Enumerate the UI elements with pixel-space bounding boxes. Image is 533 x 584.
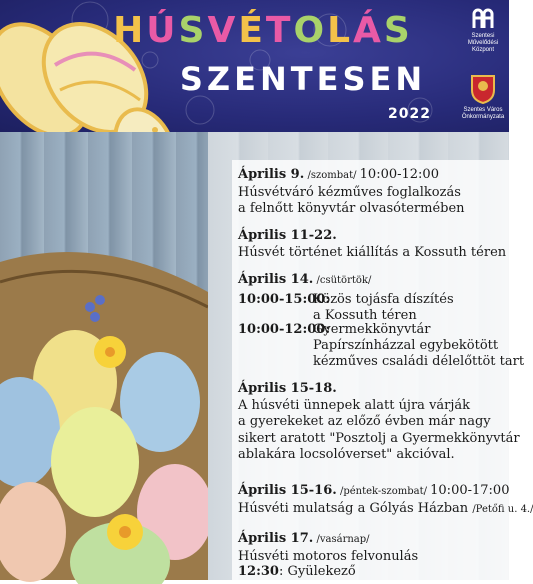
title-szentesen: SZENTESEN xyxy=(179,60,427,98)
title-letter: Ú xyxy=(146,10,179,51)
event-6-time: 12:30 xyxy=(238,564,279,579)
event-1-line-1: Húsvétváró kézműves foglalkozás xyxy=(238,185,461,200)
event-2-date: Április 11-22. xyxy=(238,228,337,243)
event-1-date: Április 9. xyxy=(238,167,305,182)
event-6-line-2 xyxy=(238,564,356,580)
event-3-time-1-line-1: Közös tojásfa díszítés xyxy=(313,292,454,307)
szmk-logo-icon xyxy=(472,8,494,30)
szmk-logo-text: Szentesi Művelődési Központ xyxy=(467,33,499,53)
event-6-line-1: Húsvéti motoros felvonulás xyxy=(238,549,419,564)
title-letter: S xyxy=(383,10,413,51)
event-4-line-3: sikert aratott "Posztolj a Gyermekkönyvtár xyxy=(238,431,520,446)
event-4-line-1: A húsvéti ünnepek alatt újra várják xyxy=(238,398,471,413)
title-letter: L xyxy=(327,10,354,51)
event-3-day: /csütörtök/ xyxy=(313,275,372,286)
city-crest-icon xyxy=(468,72,498,104)
event-1-heading xyxy=(238,167,439,184)
event-5-line-1 xyxy=(238,501,533,518)
header-banner xyxy=(0,0,509,132)
event-6-text: : Gyülekező xyxy=(278,564,356,579)
city-crest-logo xyxy=(456,72,510,121)
event-3-time-2-line-3: kézműves családi délelőttöt tart xyxy=(313,354,525,369)
title-letter: H xyxy=(113,10,147,51)
event-3-time-2: 10:00-12:00: xyxy=(238,322,331,337)
event-1-line-2: a felnőtt könyvtár olvasótermében xyxy=(238,201,465,216)
city-crest-text: Szentes Város Önkormányzata xyxy=(461,107,505,120)
event-4-date: Április 15-18. xyxy=(238,381,337,396)
event-3-time-2-line-1: Gyermekkönyvtár xyxy=(313,322,431,337)
event-3-heading xyxy=(238,272,371,289)
event-6-heading xyxy=(238,531,370,548)
event-3-time-1: 10:00-15:00: xyxy=(238,292,331,307)
title-letter: É xyxy=(238,10,266,51)
event-4-line-2: a gyerekeket az előző évben már nagy xyxy=(238,414,491,429)
title-letter: V xyxy=(207,10,239,51)
event-6-day: /vasárnap/ xyxy=(313,534,370,545)
title-letter: T xyxy=(265,10,294,51)
easter-eggs-photo xyxy=(0,132,208,580)
title-letter: O xyxy=(293,10,328,51)
event-5-date: Április 15-16. xyxy=(238,483,337,498)
title-letter: Á xyxy=(353,10,384,51)
szmk-logo xyxy=(460,8,506,54)
event-5-time: 10:00-17:00 xyxy=(430,483,510,498)
year-label: 2022 xyxy=(388,106,431,122)
event-1-day: /szombat/ xyxy=(304,170,360,181)
nest-eggs-image xyxy=(0,132,208,580)
event-4-line-4: ablakára locsolóverset" akcióval. xyxy=(238,447,455,462)
event-3-time-1-line-2: a Kossuth téren xyxy=(313,308,417,323)
event-5-text: Húsvéti mulatság a Gólyás Házban xyxy=(238,501,473,516)
event-5-heading xyxy=(238,483,509,500)
event-2-line-1: Húsvét történet kiállítás a Kossuth téren xyxy=(238,245,507,260)
event-6-date: Április 17. xyxy=(238,531,314,546)
title-husvetolas xyxy=(98,10,428,51)
event-3-date: Április 14. xyxy=(238,272,314,287)
event-1-time: 10:00-12:00 xyxy=(359,167,439,182)
event-5-address: /Petőfi u. 4./ xyxy=(472,504,533,515)
event-5-day: /péntek-szombat/ xyxy=(336,486,431,497)
event-3-time-2-line-2: Papírszínházzal egybekötött xyxy=(313,338,499,353)
title-letter: S xyxy=(178,10,208,51)
